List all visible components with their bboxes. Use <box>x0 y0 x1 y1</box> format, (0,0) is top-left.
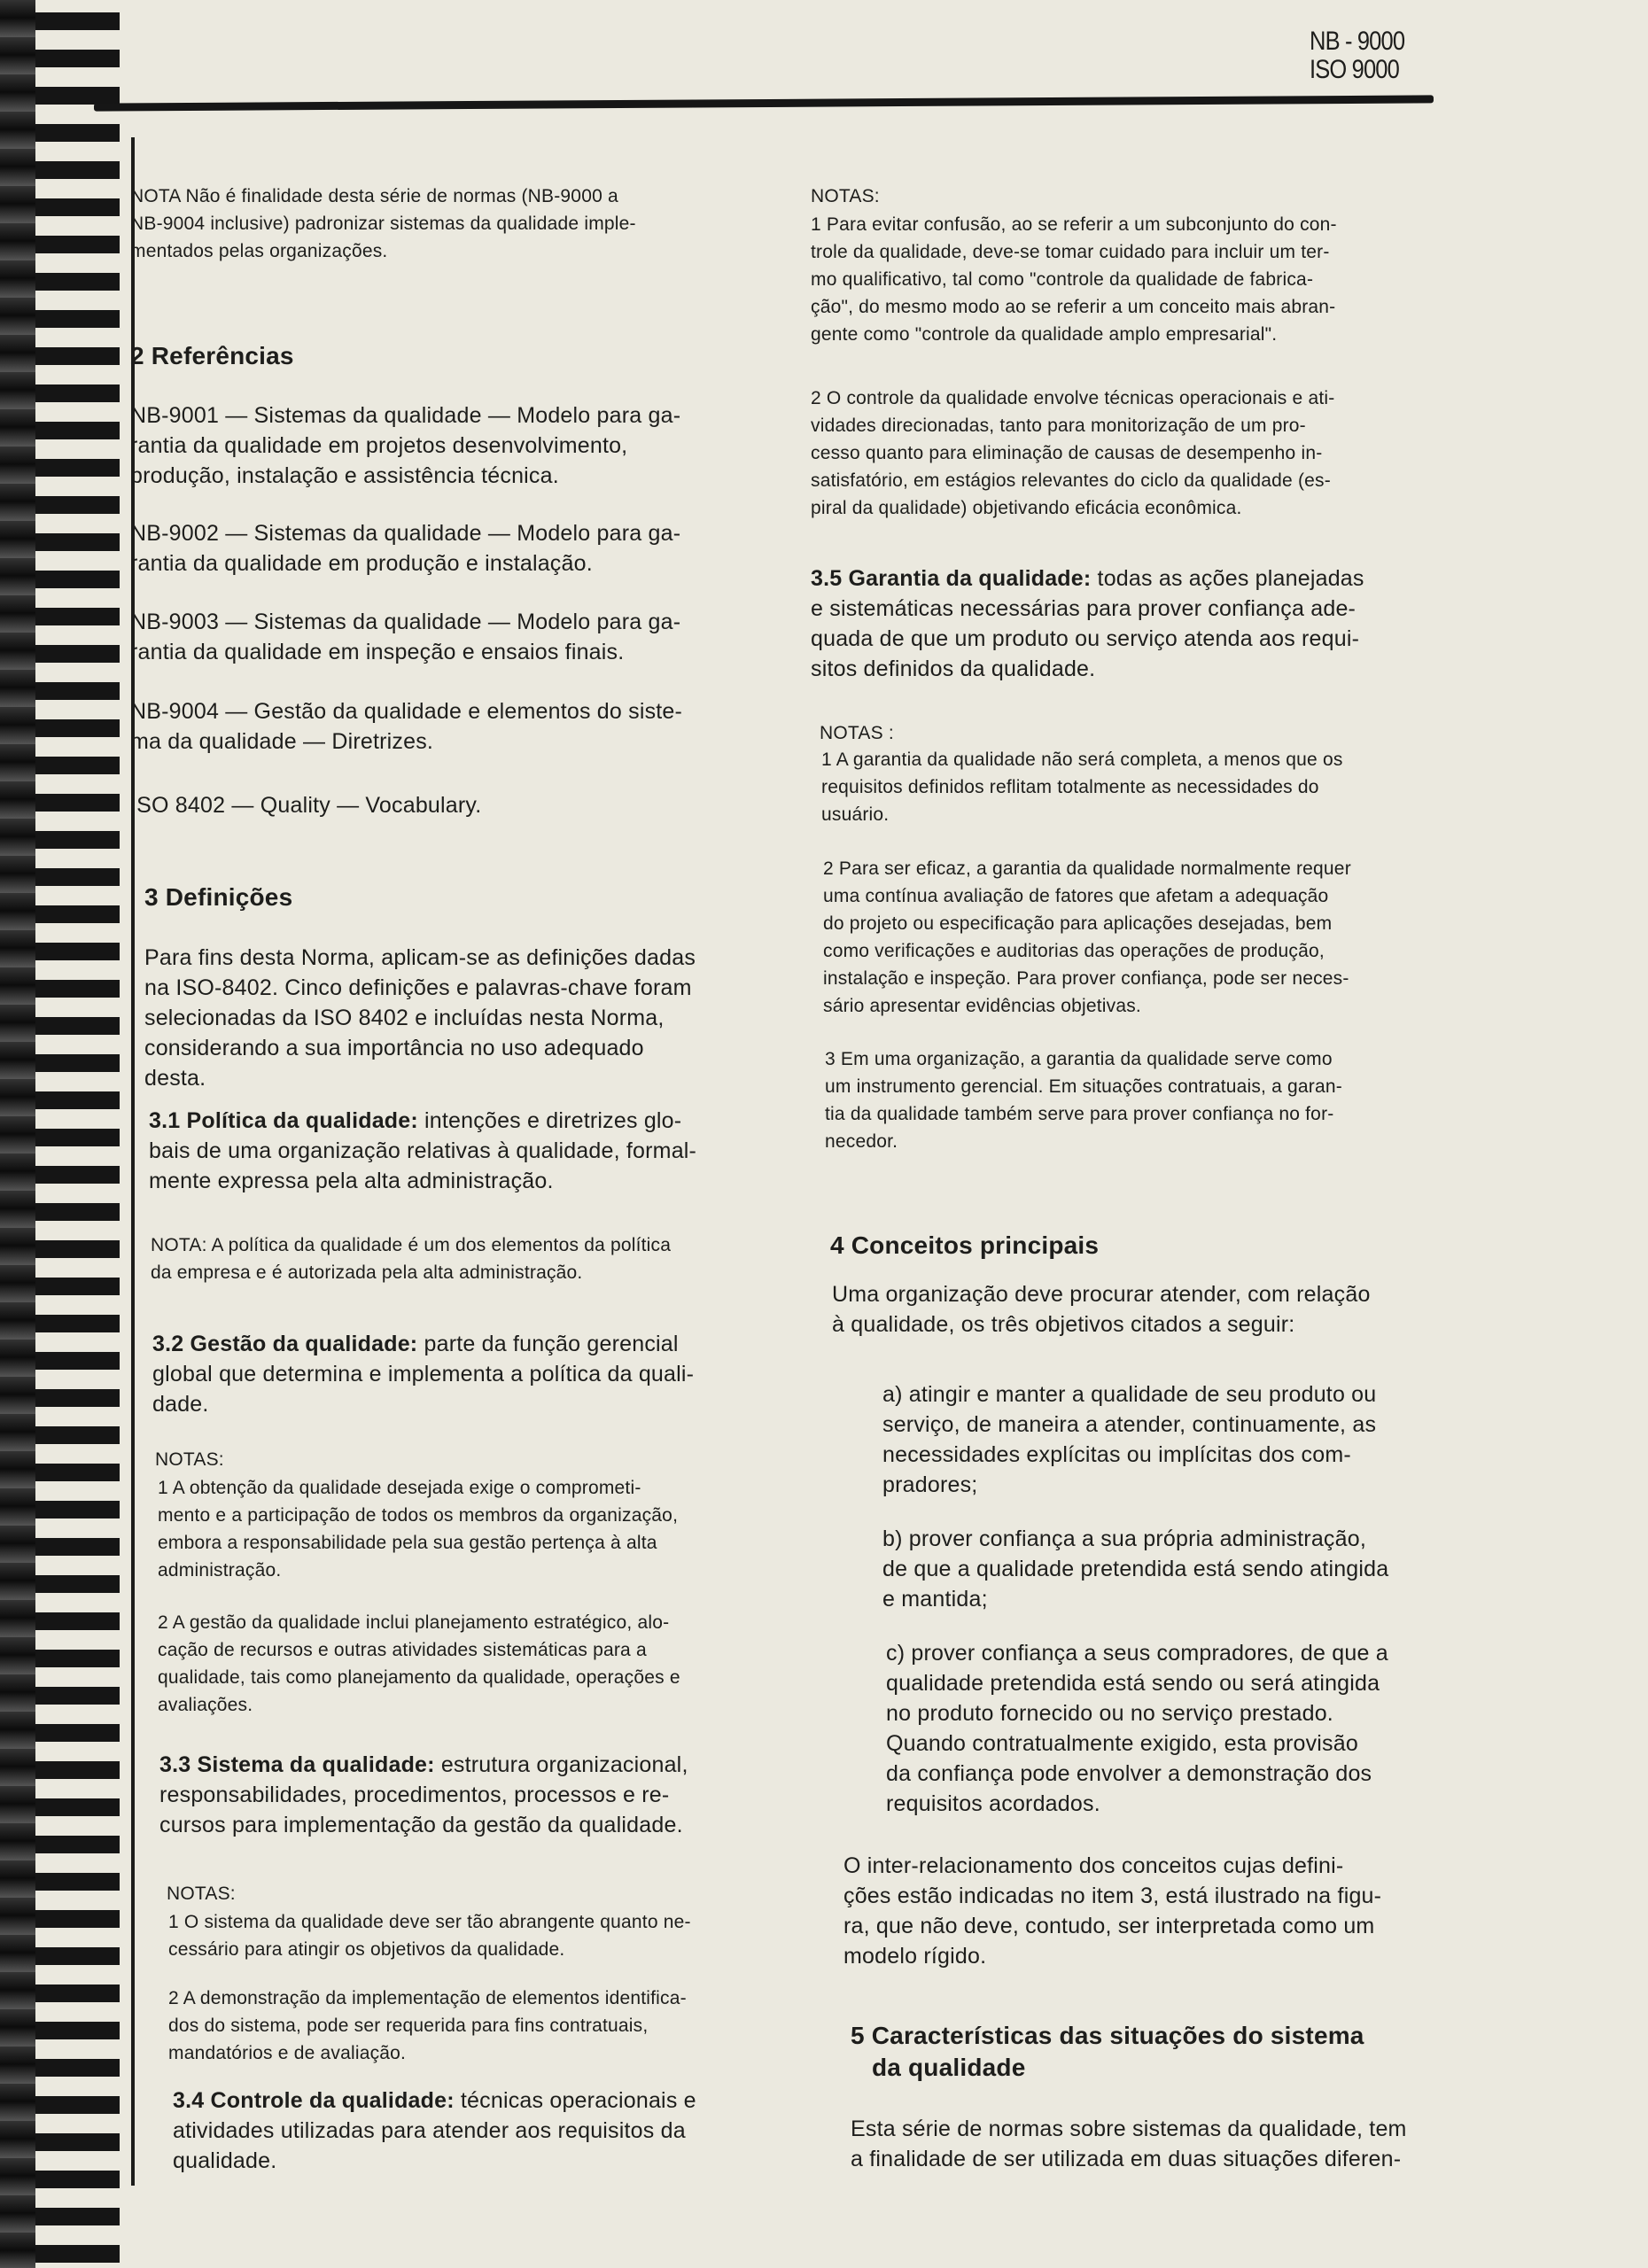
definition-3-2-note-1: 1 A obtenção da qualidade desejada exige o comprometi- mento e a participação de todos os membros da organização, embora a responsabilidade pela sua gestão pertença à alta administração. <box>158 1478 679 1581</box>
section-4-relationship: O inter-relacionamento dos conceitos cujas defini- ções estão indicadas no item 3, está ilustrado na figu- ra, que não deve, contudo, ser interpretada como um modelo rígido. <box>843 1853 1382 1969</box>
notes-label: NOTAS : <box>820 723 894 743</box>
definition-3-3-note-2: 2 A demonstração da implementação de elementos identifica- dos do sistema, pode ser requerida para fins contratuais, mandatórios e de avaliação. <box>168 1988 687 2063</box>
definition-text: estrutura organizacional, responsabilidades, procedimentos, processos e re- cursos para implementação da gestão da qualidade. <box>159 1752 688 1837</box>
definition-term: 3.2 Gestão da qualidade: <box>152 1332 418 1356</box>
header-rule <box>94 95 1434 111</box>
definition-term: 3.1 Política da qualidade: <box>149 1108 418 1133</box>
definition-term: 3.4 Controle da qualidade: <box>173 2088 455 2113</box>
notes-label: NOTAS: <box>811 186 880 206</box>
section-4-heading: 4 Conceitos principais <box>830 1231 1100 1259</box>
definition-3-4 <box>173 2085 828 2176</box>
section-5-text: Esta série de normas sobre sistemas da qualidade, tem a finalidade de ser utilizada em duas situações diferen- <box>851 2117 1407 2171</box>
spiral-binding <box>0 0 120 2268</box>
definition-term: 3.3 Sistema da qualidade: <box>159 1752 435 1777</box>
notes-label: NOTAS: <box>155 1449 224 1470</box>
reference-nb9001: NB-9001 — Sistemas da qualidade — Modelo para ga- rantia da qualidade em projetos desenvolvimento, produção, instalação e assistência técnica. <box>130 403 681 488</box>
section-4-intro: Uma organização deve procurar atender, com relação à qualidade, os três objetivos citados a seguir: <box>832 1282 1371 1337</box>
definition-text: todas as ações planejadas e sistemáticas necessárias para prover confiança ade- quada de que um produto ou serviço atenda aos requi- sitos definidos da qualidade. <box>811 566 1364 681</box>
definition-text: intenções e diretrizes glo- bais de uma organização relativas à qualidade, formal- mente expressa pela alta administração. <box>149 1108 697 1193</box>
definition-3-2 <box>152 1329 808 1419</box>
reference-nb9002: NB-9002 — Sistemas da qualidade — Modelo para ga- rantia da qualidade em produção e instalação. <box>130 521 681 576</box>
definition-3-5-note-1: 1 A garantia da qualidade não será completa, a menos que os requisitos definidos reflitam totalmente as necessidades do usuário. <box>821 750 1343 825</box>
control-note-2: 2 O controle da qualidade envolve técnicas operacionais e ati- vidades direcionadas, tanto para monitorização de um pro- cesso quanto para eliminação de causas de desempenho in- satisfatório, em estágios relevantes do ciclo da qualidade (es- piral da qualidade) objetivando eficácia econômica. <box>811 388 1335 518</box>
definition-3-5 <box>811 563 1502 684</box>
reference-nb9003: NB-9003 — Sistemas da qualidade — Modelo para ga- rantia da qualidade em inspeção e ensaios finais. <box>130 610 681 664</box>
definition-3-1 <box>149 1106 805 1196</box>
definition-3-1-note: NOTA: A política da qualidade é um dos elementos da política da empresa e é autorizada pela alta administração. <box>151 1235 672 1283</box>
section-3-heading: 3 Definições <box>144 883 293 911</box>
section-5-heading: 5 Características das situações do sistema da qualidade <box>851 2022 1364 2081</box>
standard-code-iso: ISO 9000 <box>1310 55 1399 84</box>
section-3-intro: Para fins desta Norma, aplicam-se as definições dadas na ISO-8402. Cinco definições e palavras-chave foram selecionadas da ISO 8402 e incluídas nesta Norma, considerando a sua importância no uso adequado desta. <box>144 945 696 1091</box>
section-2-heading: 2 Referências <box>130 342 294 369</box>
definition-text: parte da função gerencial global que determina e implementa a política da quali- dade. <box>152 1332 695 1417</box>
objective-b: b) prover confiança a sua própria administração, de que a qualidade pretendida está sendo atingida e mantida; <box>882 1526 1389 1612</box>
standard-code-nb: NB - 9000 <box>1310 27 1405 56</box>
definition-3-2-note-2: 2 A gestão da qualidade inclui planejamento estratégico, alo- cação de recursos e outras atividades sistemáticas para a qualidade, tais como planejamento da qualidade, operações e avaliações. <box>158 1612 680 1715</box>
reference-iso8402: ISO 8402 — Quality — Vocabulary. <box>130 793 482 818</box>
definition-3-3-note-1: 1 O sistema da qualidade deve ser tão abrangente quanto ne- cessário para atingir os objetivos da qualidade. <box>168 1912 691 1960</box>
control-note-1: 1 Para evitar confusão, ao se referir a um subconjunto do con- trole da qualidade, deve-se tomar cuidado para incluir um ter- mo qualificativo, tal como "controle da qualidade de fabrica- ção", do mesmo modo ao se referir a um conceito mais abran- gente como "controle da qualidade amplo empresarial". <box>811 214 1337 345</box>
definition-3-5-note-3: 3 Em uma organização, a garantia da qualidade serve como um instrumento gerencial. Em situações contratuais, a garan- tia da qualidade também serve para prover confiança no for- necedor. <box>825 1049 1342 1152</box>
definition-3-5-note-2: 2 Para ser eficaz, a garantia da qualidade normalmente requer uma contínua avaliação de fatores que afetam a adequação do projeto ou especificação para aplicações desejadas, bem como verificações e auditorias das operações de produção, instalação e inspeção. Para prover confiança, pode ser neces- sário apresentar evidências objetivas. <box>823 858 1351 1016</box>
intro-note: NOTA Não é finalidade desta série de normas (NB-9000 a NB-9004 inclusive) padronizar sistemas da qualidade imple- mentados pelas organizações. <box>130 186 636 261</box>
definition-term: 3.5 Garantia da qualidade: <box>811 566 1092 591</box>
definition-3-3 <box>159 1750 815 1840</box>
objective-a: a) atingir e manter a qualidade de seu produto ou serviço, de maneira a atender, continuamente, as necessidades explícitas ou implícitas dos com- pradores; <box>882 1382 1377 1497</box>
definition-text: técnicas operacionais e atividades utilizadas para atender aos requisitos da qualidade. <box>173 2088 696 2173</box>
objective-c: c) prover confiança a seus compradores, de que a qualidade pretendida está sendo ou será atingida no produto fornecido ou no serviço prestado. Quando contratualmente exigido, esta provisão da confiança pode envolver a demonstração dos requisitos acordados. <box>886 1641 1388 1816</box>
notes-label: NOTAS: <box>167 1884 236 1904</box>
reference-nb9004: NB-9004 — Gestão da qualidade e elementos do siste- ma da qualidade — Diretrizes. <box>130 699 683 754</box>
